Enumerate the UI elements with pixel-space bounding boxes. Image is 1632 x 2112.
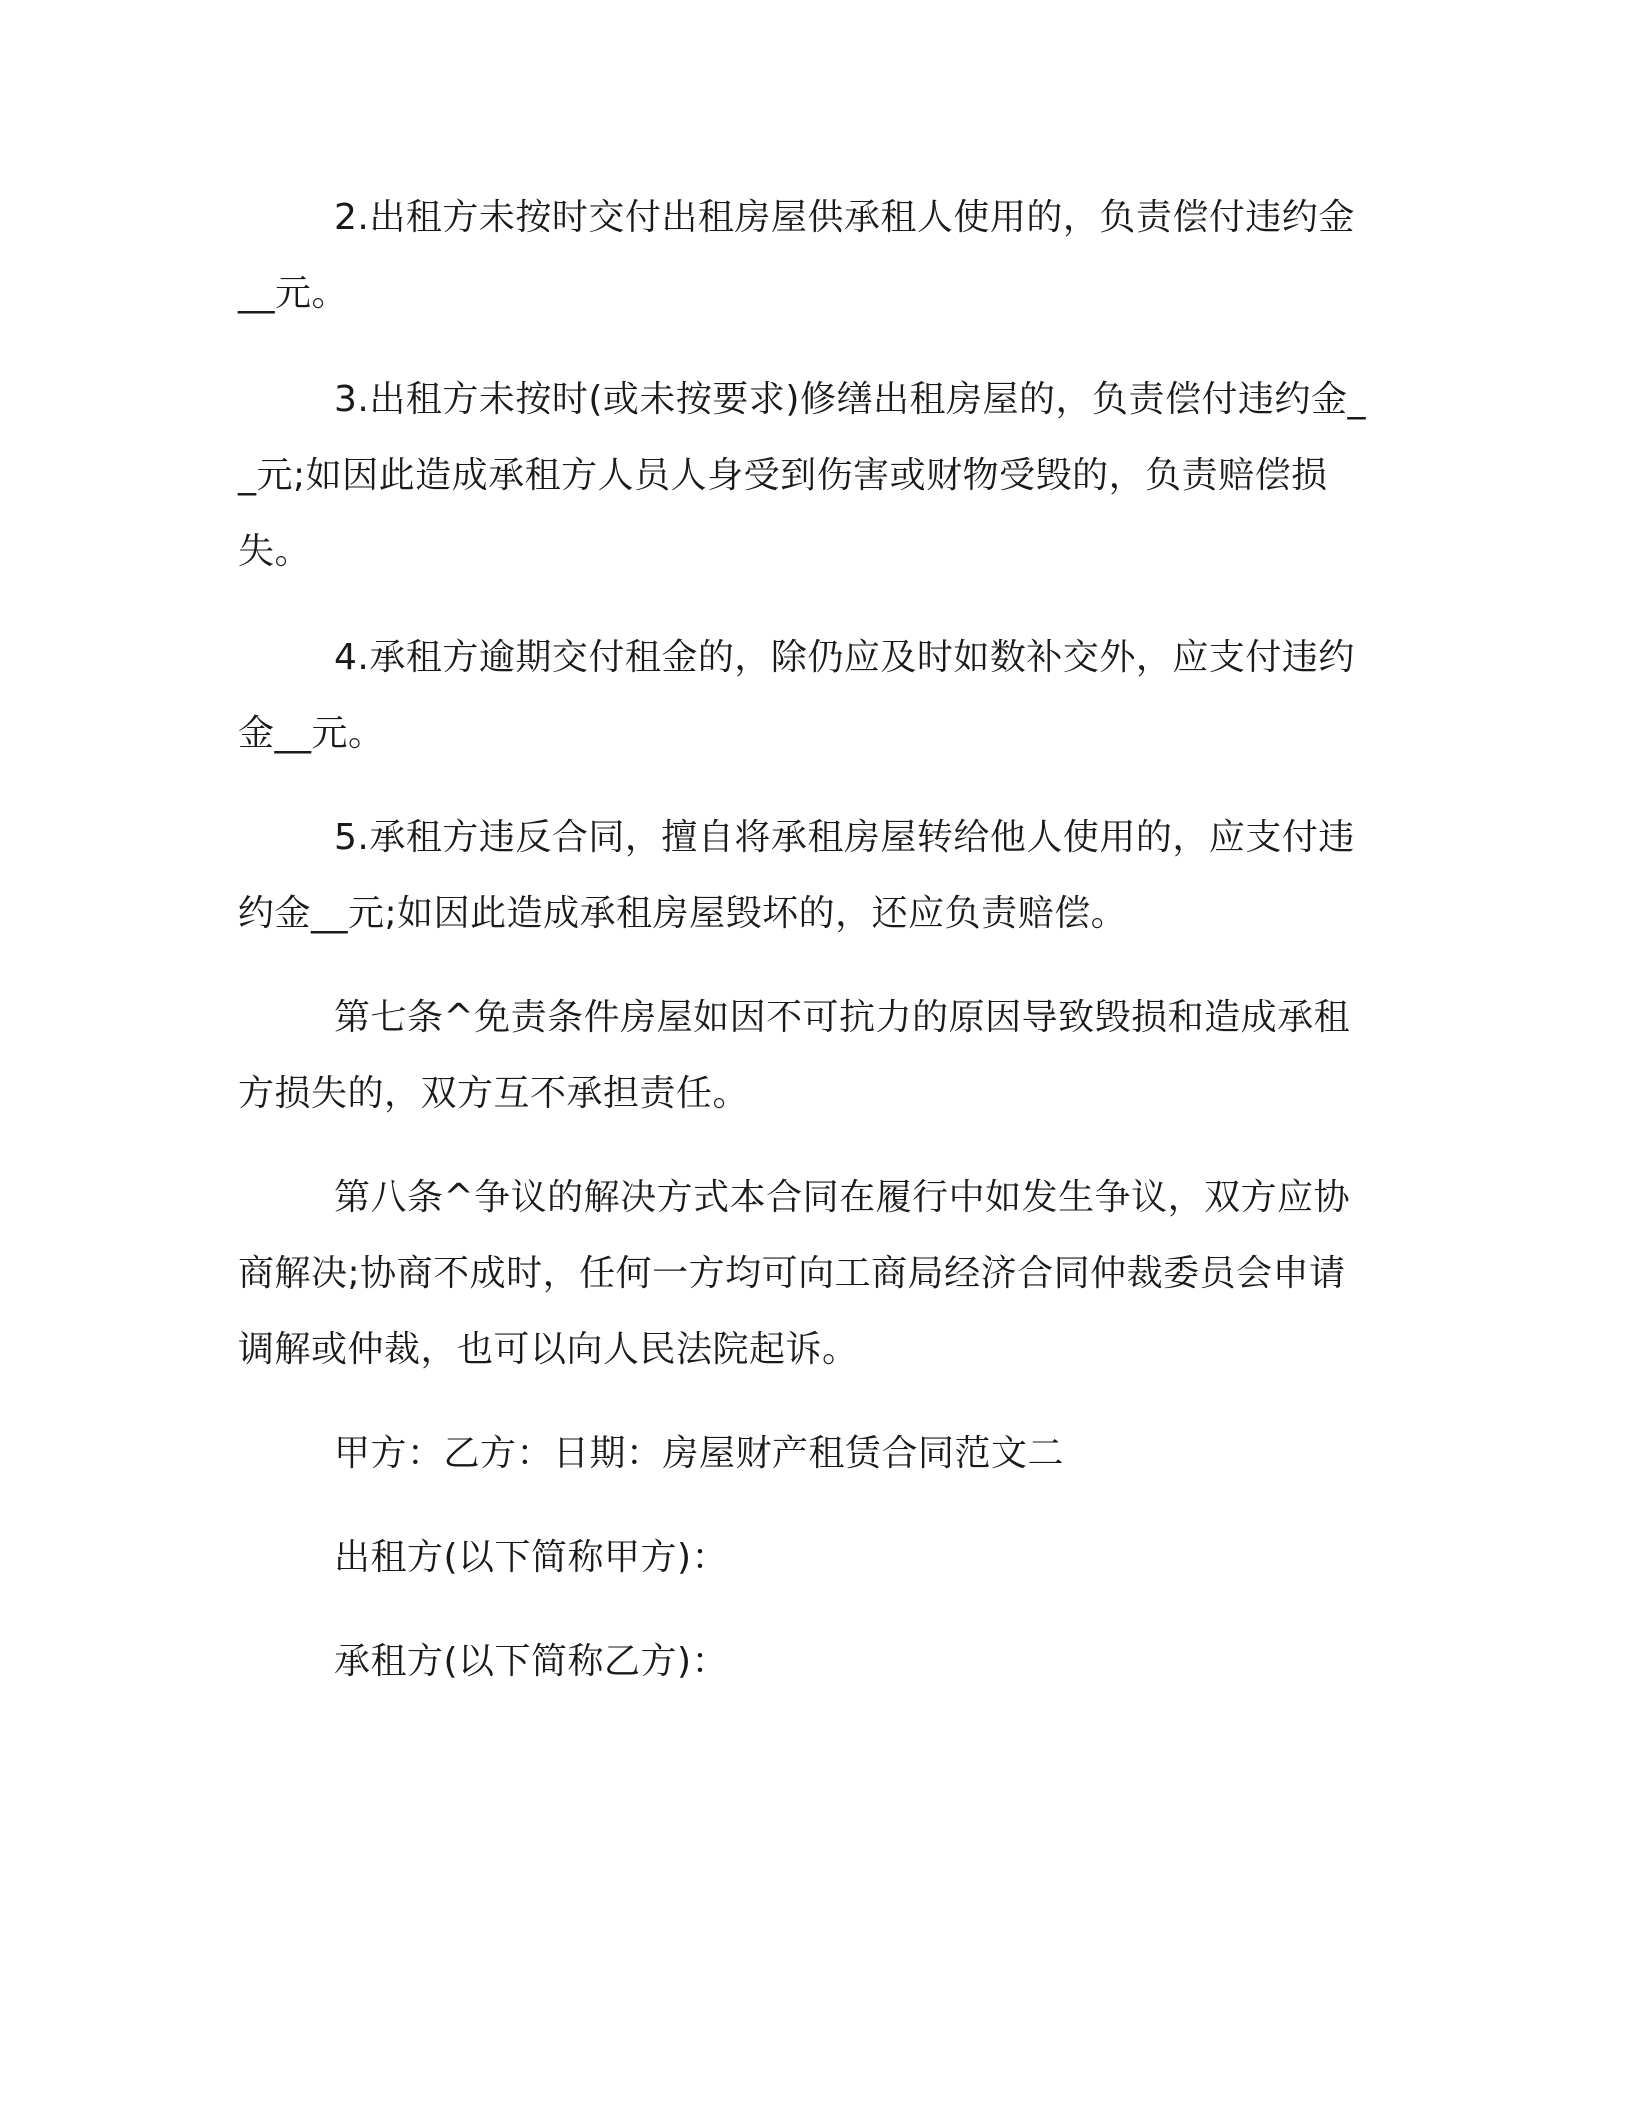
lessor-line: 出租方(以下简称甲方)： (334, 1537, 729, 1578)
clause-2-paragraph: 2.出租方未按时交付出租房屋供承租人使用的，负责偿付违约金__元。 (238, 197, 1355, 314)
lessee-line: 承租方(以下简称乙方)： (334, 1641, 729, 1682)
signature-line: 甲方：乙方：日期：房屋财产租赁合同范文二 (334, 1433, 1065, 1474)
clause-3-paragraph: 3.出租方未按时(或未按要求)修缮出租房屋的，负责偿付违约金__元;如因此造成承租方人员人身受到伤害或财物受毁的，负责赔偿损失。 (238, 379, 1366, 572)
clause-5-paragraph: 5.承租方违反合同，擅自将承租房屋转给他人使用的，应支付违约金__元;如因此造成承租房屋毁坏的，还应负责赔偿。 (238, 817, 1355, 934)
article-8-paragraph: 第八条^争议的解决方式本合同在履行中如发生争议，双方应协商解决;协商不成时，任何一方均可向工商局经济合同仲裁委员会申请调解或仲裁，也可以向人民法院起诉。 (238, 1177, 1351, 1370)
clause-4-paragraph: 4.承租方逾期交付租金的，除仍应及时如数补交外，应支付违约金__元。 (238, 637, 1355, 754)
article-7-paragraph: 第七条^免责条件房屋如因不可抗力的原因导致毁损和造成承租方损失的，双方互不承担责任。 (238, 997, 1351, 1114)
